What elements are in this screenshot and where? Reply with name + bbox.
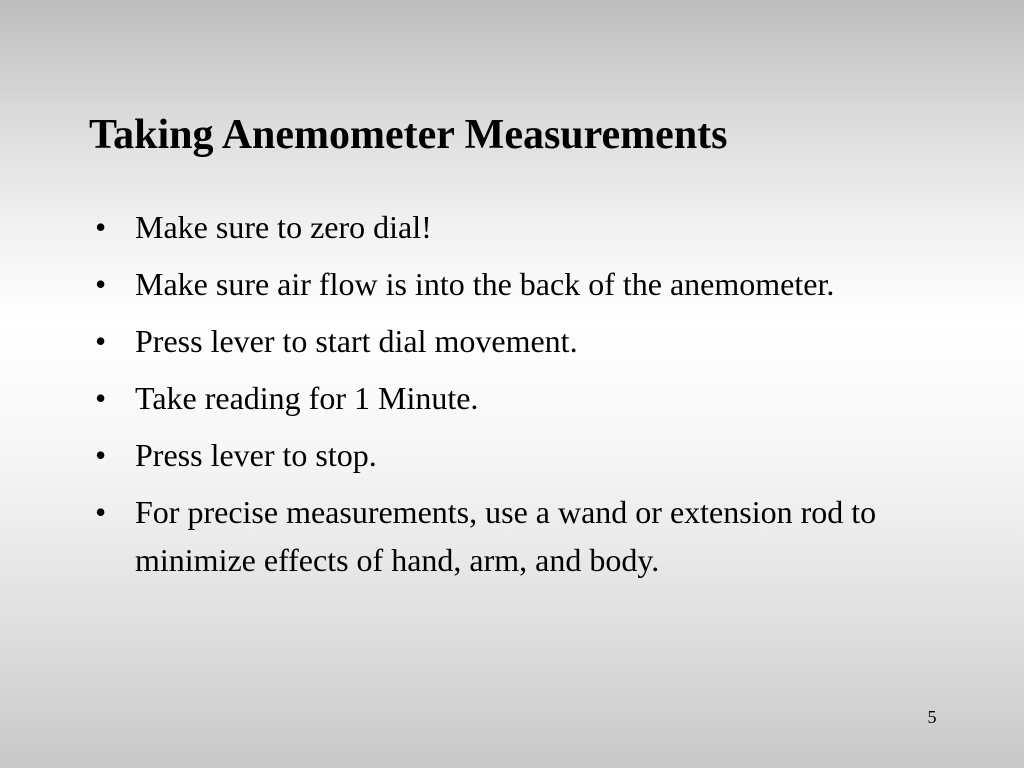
slide-title: Taking Anemometer Measurements	[89, 112, 728, 158]
bullet-text: Make sure to zero dial!	[135, 209, 432, 245]
bullet-item	[95, 317, 895, 365]
bullet-text: Press lever to stop.	[135, 437, 377, 473]
bullet-marker: •	[95, 380, 107, 416]
bullet-item	[95, 260, 895, 308]
page-number: 5	[927, 707, 937, 727]
bullet-marker: •	[95, 437, 107, 473]
bullet-item	[95, 203, 895, 251]
bullet-marker: •	[95, 266, 107, 302]
bullet-text: For precise measurements, use a wand or extension rod to minimize effects of hand, arm, and body.	[135, 494, 877, 578]
bullet-item	[95, 431, 895, 479]
bullet-marker: •	[95, 494, 107, 530]
bullet-text: Press lever to start dial movement.	[135, 323, 578, 359]
bullet-marker: •	[95, 209, 107, 245]
bullet-item	[95, 374, 895, 422]
bullet-marker: •	[95, 323, 107, 359]
bullet-item	[95, 488, 895, 584]
bullet-list	[95, 203, 895, 593]
bullet-text: Take reading for 1 Minute.	[135, 380, 479, 416]
bullet-text: Make sure air flow is into the back of the anemometer.	[135, 266, 835, 302]
